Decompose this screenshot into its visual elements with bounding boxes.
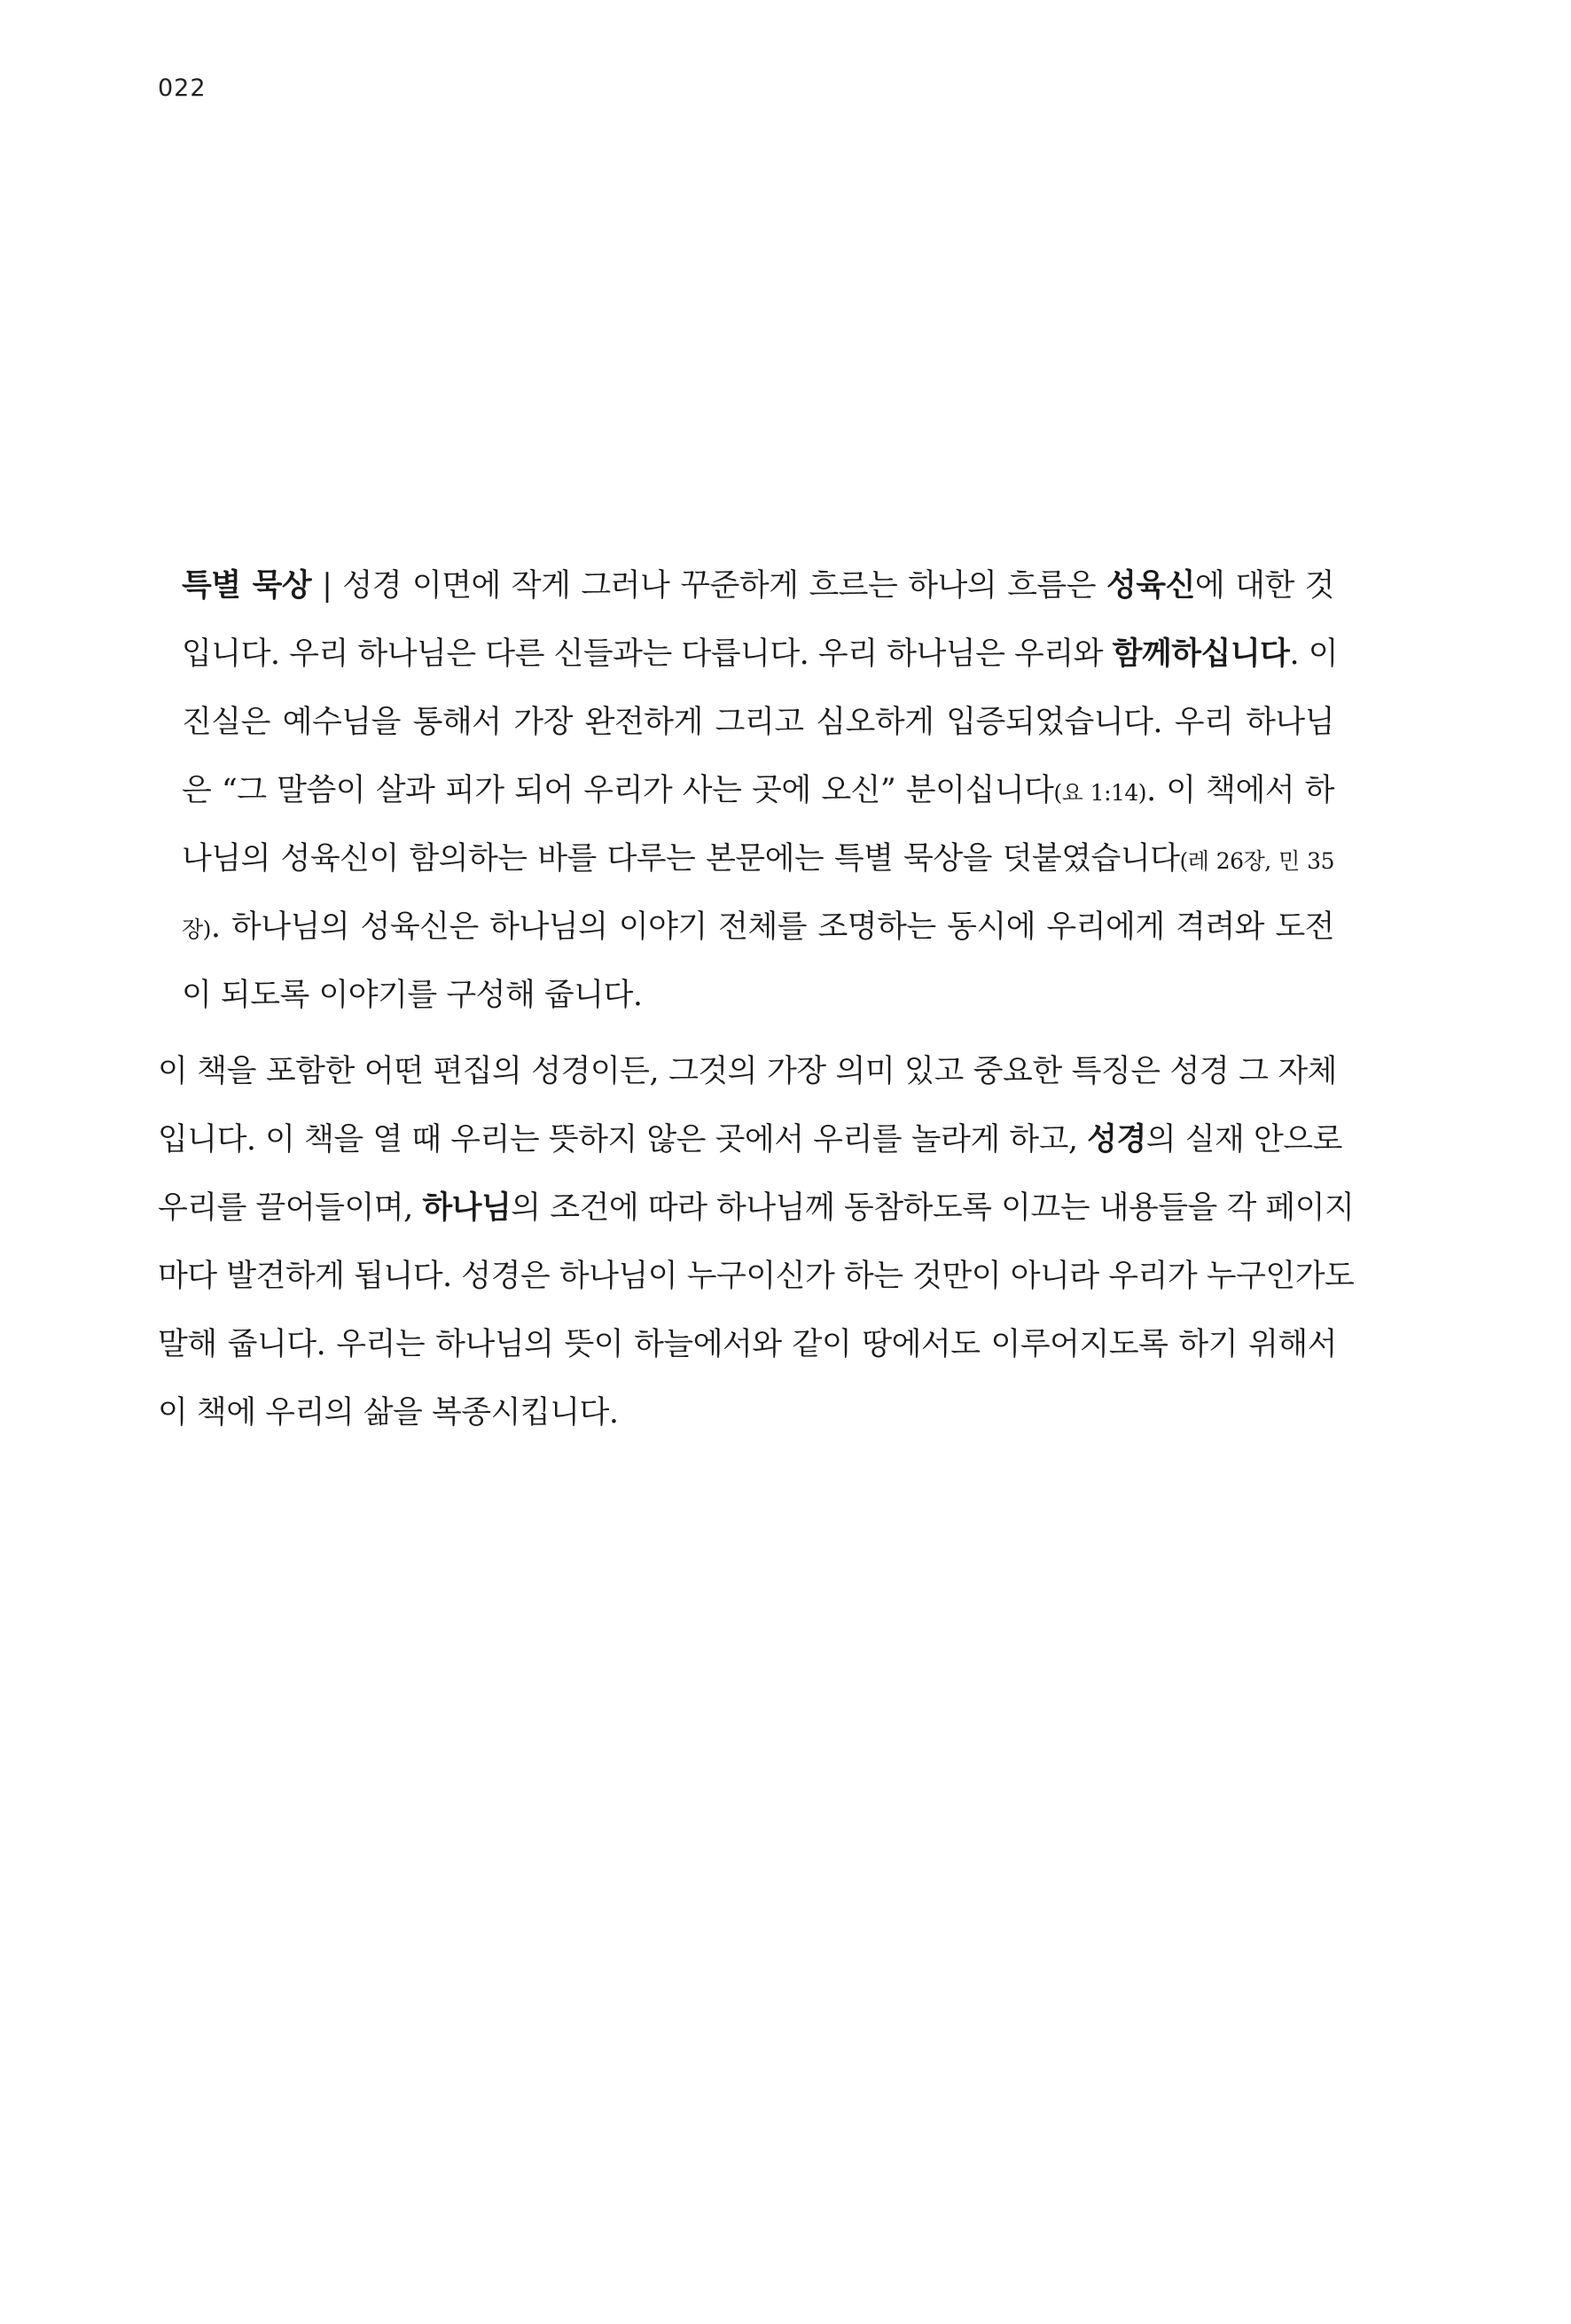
text-segment: 나님의 성육신이 함의하는 바를 다루는 본문에는 특별 묵상을 덧붙였습니다: [182, 841, 1180, 877]
body-text-section: [158, 1046, 1355, 1455]
bold-text: 특별 묵상: [182, 567, 312, 604]
text-segment: 우리를 끌어들이며,: [158, 1190, 423, 1226]
text-line: [158, 1387, 1337, 1439]
text-line: [182, 765, 1334, 816]
text-line: [182, 560, 1334, 612]
text-segment: 진실은 예수님을 통해서 가장 완전하게 그리고 심오하게 입증되었습니다. 우리 하나님: [182, 705, 1334, 740]
text-segment: 의 조건에 따라 하나님께 동참하도록 이끄는 내용들을 각 페이지: [511, 1190, 1355, 1226]
text-segment: 은 “그 말씀이 살과 피가 되어 우리가 사는 곳에 오신” 분이십니다: [182, 773, 1054, 808]
text-segment: 마다 발견하게 됩니다. 성경은 하나님이 누구이신가 하는 것만이 아니라 우리가 누구인가도: [158, 1259, 1355, 1294]
reference-text: (요 1:14): [1053, 780, 1147, 806]
text-segment: 의 실재 안으로: [1145, 1122, 1342, 1158]
text-segment: 입니다. 우리 하나님은 다른 신들과는 다릅니다. 우리 하나님은 우리와: [182, 636, 1113, 672]
text-segment: 말해 줍니다. 우리는 하나님의 뜻이 하늘에서와 같이 땅에서도 이루어지도록 하기 위해서: [158, 1327, 1337, 1362]
text-segment: . 하나님의 성육신은 하나님의 이야기 전체를 조명하는 동시에 우리에게 격려와 도전: [210, 909, 1334, 945]
text-segment: | 성경 이면에 작게 그러나 꾸준하게 흐르는 하나의 흐름은: [311, 568, 1106, 604]
text-segment: . 이 책에서 하: [1146, 773, 1334, 808]
page-number: 022: [158, 74, 207, 102]
bold-text: 함께하십니다: [1112, 636, 1290, 672]
text-segment: 이 책에 우리의 삶을 복종시킵니다.: [158, 1395, 619, 1431]
text-line: [158, 1319, 1337, 1370]
text-segment: 이 책을 포함한 어떤 편집의 성경이든, 그것의 가장 의미 있고 중요한 특징은 성경 그 자체: [158, 1054, 1337, 1089]
bold-text: 하나님: [422, 1189, 512, 1226]
text-line: [182, 628, 1339, 680]
text-segment: . 이: [1289, 636, 1339, 672]
text-segment: 에 대한 것: [1194, 568, 1334, 604]
text-line: [158, 1182, 1355, 1234]
text-segment: 입니다. 이 책을 열 때 우리는 뜻하지 않은 곳에서 우리를 놀라게 하고,: [158, 1122, 1088, 1158]
text-line: [182, 697, 1334, 748]
bold-text: 성경: [1087, 1121, 1146, 1158]
text-line: [182, 970, 1334, 1021]
reference-text: 장): [182, 916, 211, 942]
special-meditation-section: [182, 560, 1339, 1038]
text-line: [182, 901, 1334, 953]
reference-text: (레 26장, 민 35: [1179, 848, 1334, 874]
text-line: [158, 1046, 1337, 1097]
text-line: [182, 833, 1334, 885]
text-line: [158, 1114, 1342, 1166]
text-line: [158, 1251, 1355, 1302]
bold-text: 성육신: [1106, 567, 1195, 604]
text-segment: 이 되도록 이야기를 구성해 줍니다.: [182, 978, 643, 1013]
